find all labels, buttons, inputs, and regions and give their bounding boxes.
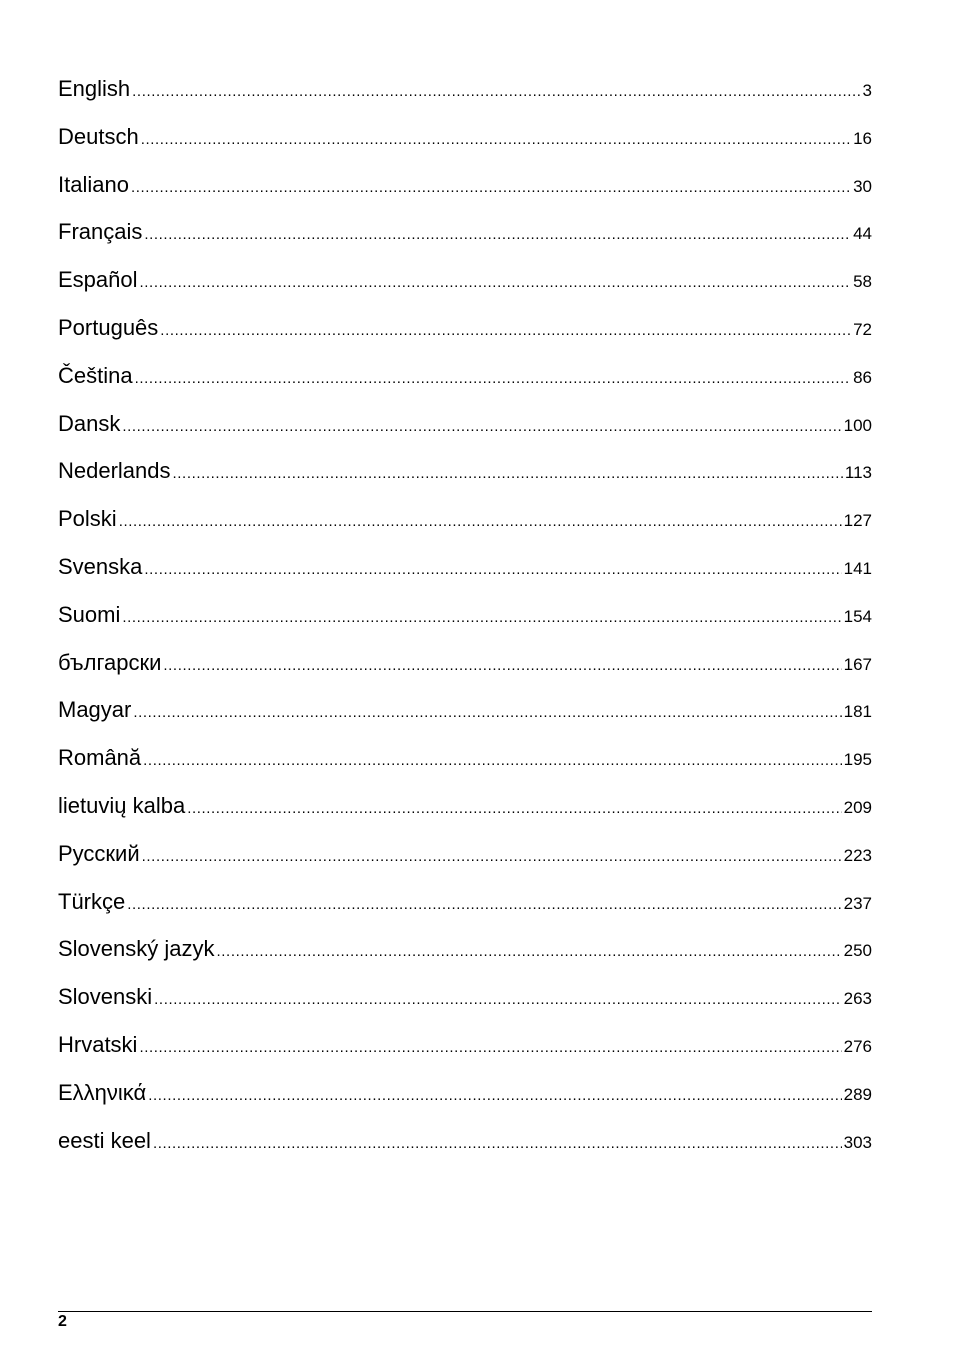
toc-entry-label: Suomi bbox=[58, 601, 121, 627]
dot-leader bbox=[144, 562, 841, 577]
toc-entry-page: 303 bbox=[843, 1132, 872, 1152]
toc-entry-page: 250 bbox=[843, 941, 872, 961]
toc-entry-label: lietuvių kalba bbox=[58, 792, 186, 818]
dot-leader bbox=[173, 466, 843, 481]
toc-entry-label: Polski bbox=[58, 506, 117, 532]
toc-entry-page: 195 bbox=[843, 750, 872, 770]
toc-entry-page: 86 bbox=[853, 367, 872, 387]
toc-entry-page: 209 bbox=[843, 797, 872, 817]
toc-entry-label: Dansk bbox=[58, 410, 121, 436]
toc-entry-russian[interactable] bbox=[58, 841, 872, 889]
toc-entry-lietuviu[interactable] bbox=[58, 793, 872, 841]
dot-leader bbox=[153, 1136, 842, 1151]
dot-leader bbox=[187, 801, 841, 816]
toc-entry-svenska[interactable] bbox=[58, 554, 872, 602]
toc-entry-page: 154 bbox=[843, 606, 872, 626]
toc-entry-bulgarian[interactable] bbox=[58, 650, 872, 698]
dot-leader bbox=[144, 227, 851, 242]
toc-entry-deutsch[interactable] bbox=[58, 124, 872, 172]
toc-entry-page: 58 bbox=[853, 272, 872, 292]
dot-leader bbox=[122, 419, 841, 434]
toc-entry-page: 223 bbox=[843, 845, 872, 865]
toc-entry-label: Čeština bbox=[58, 362, 133, 388]
dot-leader bbox=[217, 944, 842, 959]
toc-entry-slovenski[interactable] bbox=[58, 984, 872, 1032]
dot-leader bbox=[148, 1088, 841, 1103]
toc-entry-page: 44 bbox=[853, 224, 872, 244]
toc-entry-greek[interactable] bbox=[58, 1080, 872, 1128]
toc-entry-label: Deutsch bbox=[58, 123, 139, 149]
toc-entry-page: 3 bbox=[862, 81, 872, 100]
dot-leader bbox=[139, 1040, 841, 1055]
toc-entry-label: eesti keel bbox=[58, 1127, 151, 1153]
toc-entry-page: 181 bbox=[843, 702, 872, 722]
toc-entry-page: 276 bbox=[843, 1036, 872, 1056]
toc-entry-portugues[interactable] bbox=[58, 315, 872, 363]
toc-entry-label: Italiano bbox=[58, 171, 129, 197]
dot-leader bbox=[140, 275, 852, 290]
dot-leader bbox=[127, 897, 841, 912]
toc-entry-label: Hrvatski bbox=[58, 1031, 138, 1057]
toc-entry-label: Русский bbox=[58, 840, 140, 866]
toc-entry-label: Português bbox=[58, 314, 159, 340]
dot-leader bbox=[119, 514, 842, 529]
toc-entry-romana[interactable] bbox=[58, 745, 872, 793]
dot-leader bbox=[163, 658, 841, 673]
toc-entry-page: 30 bbox=[853, 176, 872, 196]
toc-entry-label: Nederlands bbox=[58, 458, 171, 484]
toc-entry-cestina[interactable] bbox=[58, 363, 872, 411]
toc-entry-label: Ελληνικά bbox=[58, 1079, 147, 1105]
toc-entry-label: Español bbox=[58, 267, 138, 293]
dot-leader bbox=[154, 992, 841, 1007]
toc-entry-page: 263 bbox=[843, 989, 872, 1009]
dot-leader bbox=[142, 849, 842, 864]
toc-entry-page: 237 bbox=[843, 893, 872, 913]
footer-divider bbox=[58, 1311, 872, 1312]
toc-entry-francais[interactable] bbox=[58, 219, 872, 267]
toc-entry-polski[interactable] bbox=[58, 506, 872, 554]
toc-entry-label: Slovenský jazyk bbox=[58, 936, 215, 962]
toc-entry-label: Français bbox=[58, 219, 143, 245]
toc-entry-hrvatski[interactable] bbox=[58, 1032, 872, 1080]
toc-entry-nederlands[interactable] bbox=[58, 458, 872, 506]
toc-entry-label: Slovenski bbox=[58, 984, 153, 1010]
dot-leader bbox=[133, 705, 841, 720]
toc-entry-page: 127 bbox=[843, 511, 872, 531]
toc-entry-page: 113 bbox=[844, 463, 872, 483]
toc-entry-label: Română bbox=[58, 745, 142, 771]
dot-leader bbox=[143, 753, 841, 768]
toc-entry-label: Magyar bbox=[58, 697, 132, 723]
toc-entry-label: български bbox=[58, 649, 162, 675]
toc-entry-dansk[interactable] bbox=[58, 411, 872, 459]
toc-entry-label: Svenska bbox=[58, 553, 143, 579]
dot-leader bbox=[132, 84, 860, 99]
dot-leader bbox=[131, 180, 851, 195]
toc-entry-slovensky[interactable] bbox=[58, 936, 872, 984]
toc-entry-magyar[interactable] bbox=[58, 697, 872, 745]
dot-leader bbox=[135, 371, 851, 386]
toc-entry-page: 289 bbox=[843, 1084, 872, 1104]
toc-entry-espanol[interactable] bbox=[58, 267, 872, 315]
toc-entry-page: 100 bbox=[843, 415, 872, 435]
footer-page-number: 2 bbox=[58, 1313, 67, 1330]
toc-entry-label: Türkçe bbox=[58, 888, 126, 914]
toc-entry-suomi[interactable] bbox=[58, 602, 872, 650]
dot-leader bbox=[160, 323, 851, 338]
dot-leader bbox=[141, 132, 851, 147]
table-of-contents bbox=[58, 76, 872, 1175]
toc-entry-label: English bbox=[58, 76, 131, 101]
toc-entry-page: 16 bbox=[853, 128, 872, 148]
toc-entry-italiano[interactable] bbox=[58, 172, 872, 220]
toc-entry-page: 72 bbox=[853, 319, 872, 339]
toc-entry-page: 167 bbox=[843, 654, 872, 674]
toc-entry-turkce[interactable] bbox=[58, 889, 872, 937]
dot-leader bbox=[122, 610, 841, 625]
toc-entry-page: 141 bbox=[843, 558, 872, 578]
toc-entry-eesti[interactable] bbox=[58, 1128, 872, 1176]
toc-entry-english[interactable] bbox=[58, 76, 872, 124]
